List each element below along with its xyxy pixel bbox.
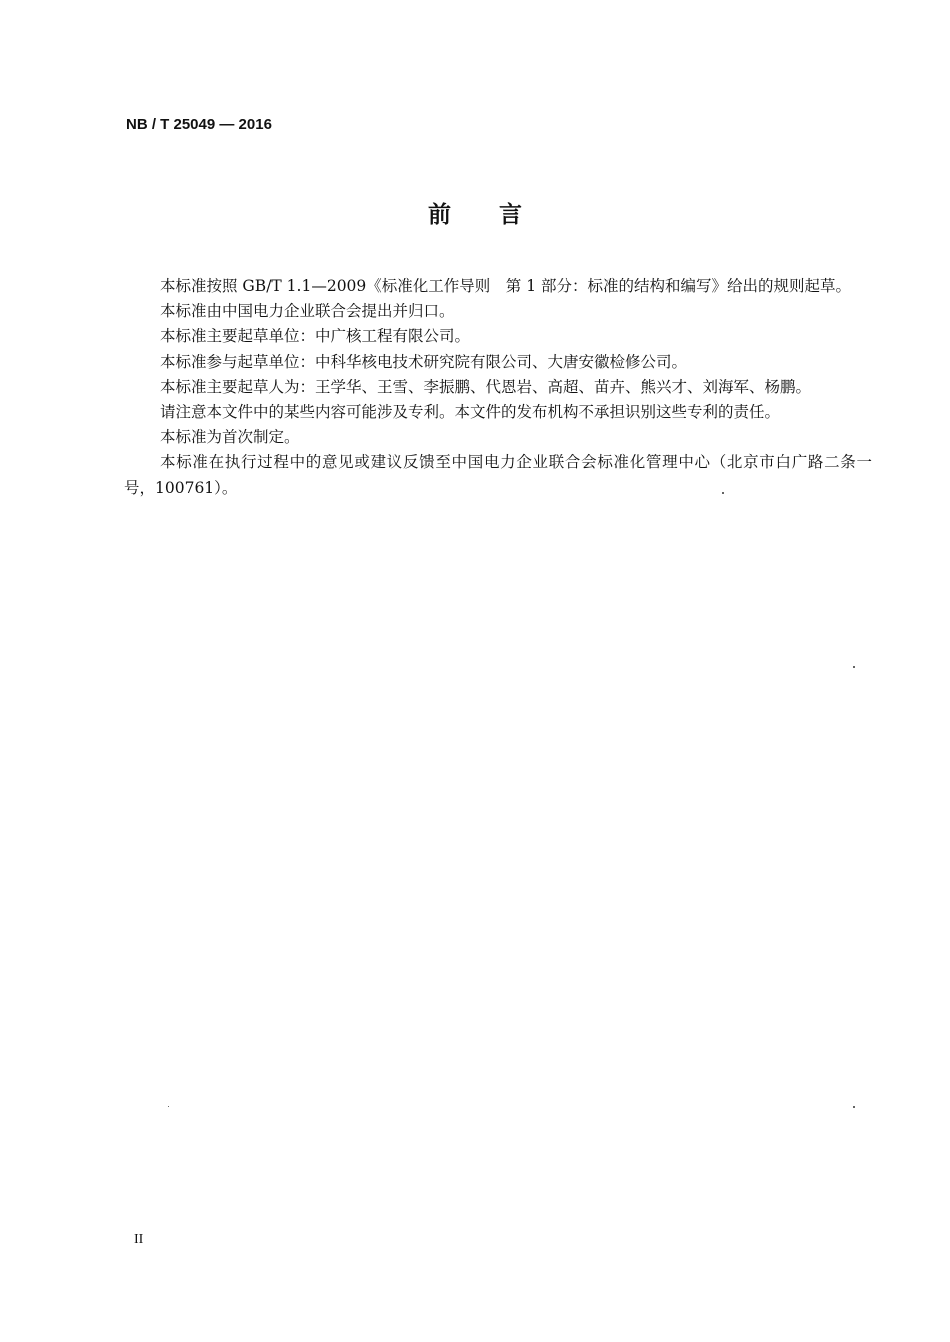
scan-speck (853, 1106, 855, 1108)
paragraph-participating-units: 本标准参与起草单位：中科华核电技术研究院有限公司、大唐安徽检修公司。 (160, 352, 688, 371)
page-title: 前言 (428, 202, 570, 228)
paragraph-proposer: 本标准由中国电力企业联合会提出并归口。 (160, 302, 455, 321)
paragraph-main-drafters: 本标准主要起草人为：王学华、王雪、李振鹏、代恩岩、高超、苗卉、熊兴才、刘海军、杨鹏。 (160, 377, 812, 396)
paragraph-main-drafting-unit: 本标准主要起草单位：中广核工程有限公司。 (160, 327, 471, 346)
paragraph-drafting-rules: 本标准按照 GB/T 1.1—2009《标准化工作导则 第 1 部分：标准的结构和编写》给出的规则起草。 (160, 277, 852, 295)
paragraph-first-edition: 本标准为首次制定。 (160, 428, 300, 447)
scan-speck (168, 1106, 169, 1107)
paragraph-patent-notice: 请注意本文件中的某些内容可能涉及专利。本文件的发布机构不承担识别这些专利的责任。 (160, 403, 781, 422)
page-number: II (134, 1232, 144, 1247)
paragraph-feedback: 本标准在执行过程中的意见或建议反馈至中国电力企业联合会标准化管理中心（北京市白广路二条一号，100761）。 (124, 453, 872, 497)
scan-speck (722, 492, 724, 494)
foreword-body (124, 274, 872, 501)
document-code: NB / T 25049 — 2016 (126, 116, 272, 133)
scan-speck (853, 666, 855, 668)
